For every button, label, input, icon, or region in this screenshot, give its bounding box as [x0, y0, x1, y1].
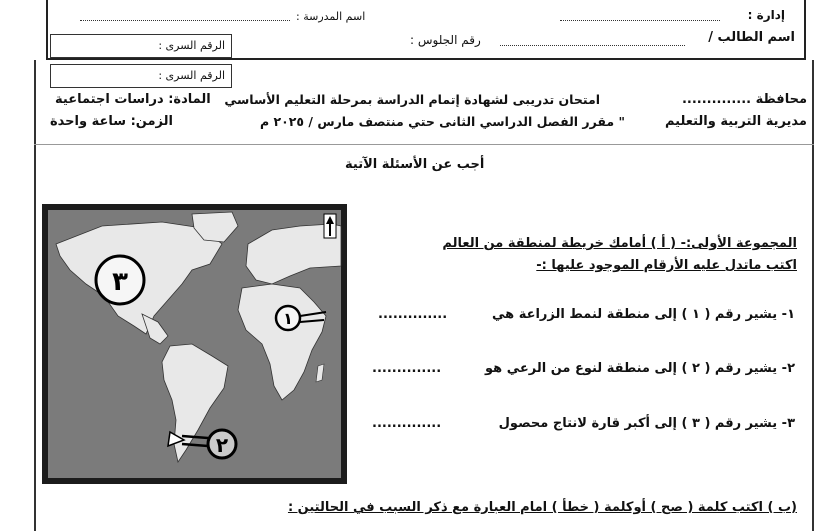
administration-dotted-line: [560, 20, 720, 21]
map-marker-1: ١: [283, 309, 293, 328]
question-item-3: ٣- يشير رقم ( ٣ ) إلى أكبر قارة لانتاج محصول: [498, 416, 795, 431]
left-border: [34, 60, 36, 531]
part-b-title-text: (ب ) اكتب كلمة ( صح ) أوكلمة ( خطأ ) امام العبارة مع ذكر السبب في الحالتين :: [287, 500, 797, 515]
secret-number-label-1: الرقم السرى :: [158, 39, 225, 52]
part-b-title: [288, 500, 797, 515]
exam-time: الزمن: ساعة واحدة: [50, 114, 173, 129]
question-prompt: [536, 258, 797, 273]
exam-title: امتحان تدريبى لشهادة إتمام الدراسة بمرحلة التعليم الأساسي: [224, 92, 600, 107]
question-group-title: [442, 236, 797, 251]
subject: المادة: دراسات اجتماعية: [55, 92, 211, 107]
question-item-2-answer[interactable]: ..............: [372, 361, 442, 376]
map-marker-3: ٣: [112, 267, 128, 297]
governorate: محافظة ..............: [681, 92, 807, 107]
student-name-label: اسم الطالب /: [708, 30, 795, 45]
question-prompt-text: اكتب ماتدل عليه الأرقام الموجود عليها :-: [536, 258, 797, 273]
student-dotted-line: [500, 45, 685, 46]
course-scope: " مقرر الفصل الدراسي الثانى حتي منتصف مارس / ٢٠٢٥ م: [260, 114, 625, 129]
school-dotted-line: [80, 20, 290, 21]
map-marker-2: ٢: [215, 433, 229, 457]
right-border: [812, 60, 814, 531]
seat-number-label: رقم الجلوس :: [410, 33, 481, 47]
administration-label: إدارة :: [747, 8, 785, 22]
question-item-2: ٢- يشير رقم ( ٢ ) إلى منطقة لنوع من الرعي هو: [485, 361, 795, 376]
secret-number-box-1: [50, 34, 232, 58]
instructions: أجب عن الأسئلة الآتية: [345, 157, 485, 172]
world-map-frame: [42, 204, 347, 484]
secret-number-label-2: الرقم السرى :: [158, 69, 225, 82]
school-label: اسم المدرسة :: [296, 10, 366, 23]
world-map: [42, 204, 347, 484]
question-group-title-text: المجموعة الأولى:- ( أ ) أمامك خريطة لمنطقة من العالم: [442, 236, 797, 251]
header-divider: [34, 144, 814, 145]
question-item-1-answer[interactable]: ..............: [378, 307, 448, 322]
question-item-1: ١- يشير رقم ( ١ ) إلى منطقة لنمط الزراعة هي: [492, 307, 795, 322]
secret-number-box-2: [50, 64, 232, 88]
question-item-3-answer[interactable]: ..............: [372, 416, 442, 431]
directorate: مديرية التربية والتعليم: [664, 114, 807, 129]
